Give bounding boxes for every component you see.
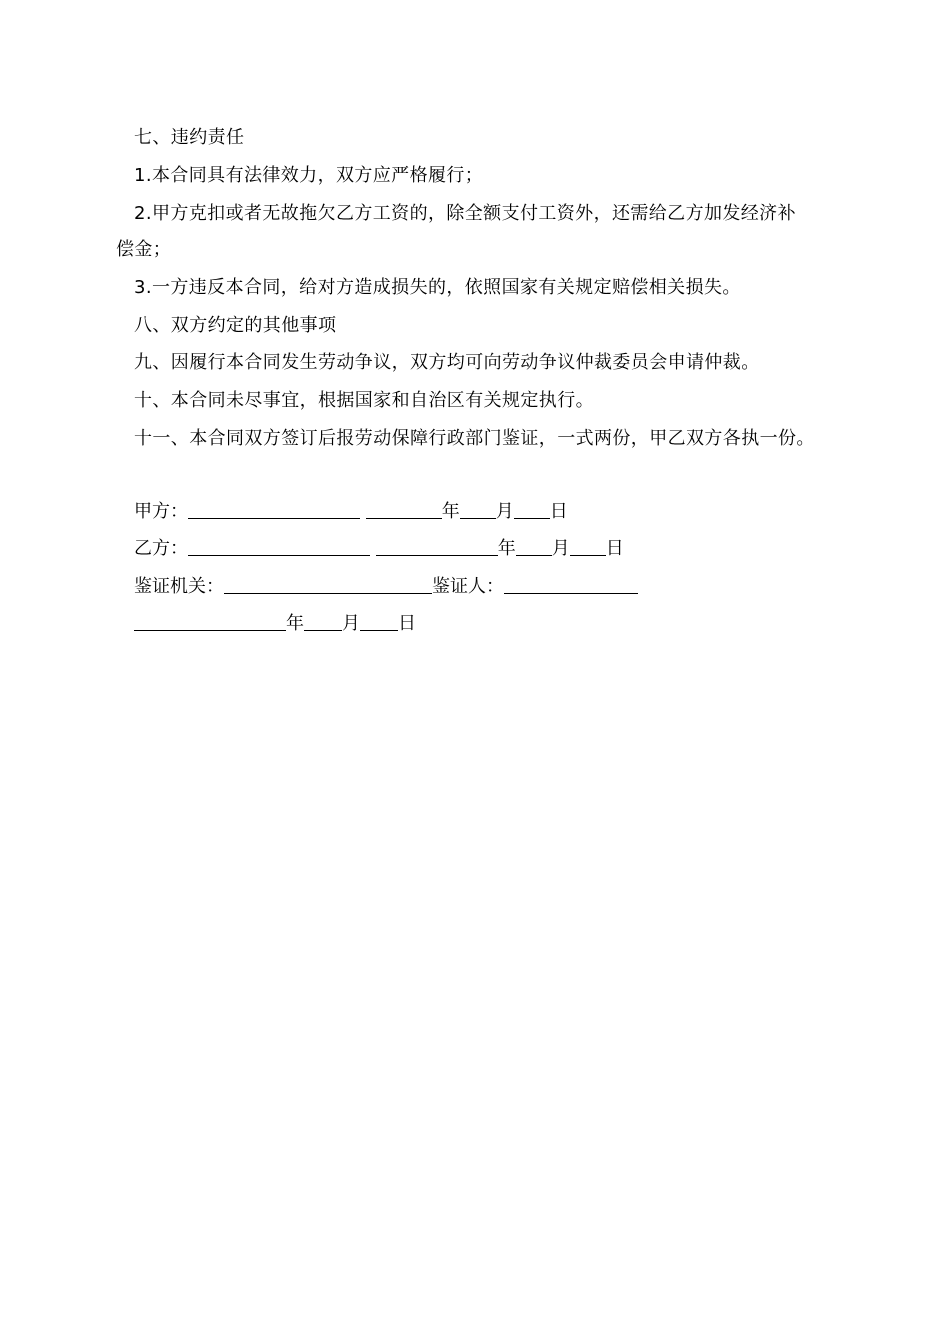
- authority-month-blank[interactable]: [304, 612, 342, 631]
- month-label: 月: [551, 538, 570, 559]
- party-a-month-blank[interactable]: [460, 500, 496, 519]
- year-label: 年: [286, 613, 304, 634]
- party-b-month-blank[interactable]: [516, 537, 552, 556]
- party-a-name-blank[interactable]: [188, 500, 360, 519]
- month-label: 月: [495, 501, 514, 522]
- party-a-signature-row: [134, 500, 568, 524]
- section-7-item-1: 1.本合同具有法律效力，双方应严格履行；: [134, 165, 484, 186]
- party-a-year-blank[interactable]: [366, 500, 442, 519]
- party-b-day-blank[interactable]: [570, 537, 606, 556]
- party-a-label: 甲方：: [134, 501, 188, 522]
- section-9: 九、因履行本合同发生劳动争议，双方均可向劳动争议仲裁委员会申请仲裁。: [134, 352, 760, 373]
- day-label: 日: [605, 538, 624, 559]
- section-7-heading: 七、违约责任: [134, 127, 245, 148]
- authority-day-blank[interactable]: [360, 612, 398, 631]
- authority-signature-row: [134, 575, 638, 599]
- party-b-name-blank[interactable]: [188, 537, 370, 556]
- authority-label: 鉴证机关：: [134, 576, 224, 597]
- witness-name-blank[interactable]: [504, 575, 638, 594]
- section-7-item-2-line-1: 2.甲方克扣或者无故拖欠乙方工资的，除全额支付工资外，还需给乙方加发经济补: [134, 203, 796, 224]
- section-10: 十、本合同未尽事宜，根据国家和自治区有关规定执行。: [134, 390, 594, 411]
- party-a-day-blank[interactable]: [514, 500, 550, 519]
- section-8: 八、双方约定的其他事项: [134, 315, 337, 336]
- witness-label: 鉴证人：: [432, 576, 504, 597]
- section-7-item-3: 3.一方违反本合同，给对方造成损失的，依照国家有关规定赔偿相关损失。: [134, 277, 741, 298]
- authority-year-blank[interactable]: [134, 612, 286, 631]
- authority-date-row: [134, 612, 416, 636]
- section-11: 十一、本合同双方签订后报劳动保障行政部门鉴证，一式两份，甲乙双方各执一份。: [134, 428, 815, 449]
- party-b-signature-row: [134, 537, 624, 561]
- section-7-item-2-line-2: 偿金；: [116, 239, 172, 260]
- month-label: 月: [342, 613, 360, 634]
- year-label: 年: [497, 538, 516, 559]
- year-label: 年: [441, 501, 460, 522]
- authority-name-blank[interactable]: [224, 575, 432, 594]
- day-label: 日: [549, 501, 568, 522]
- day-label: 日: [398, 613, 416, 634]
- party-b-label: 乙方：: [134, 538, 188, 559]
- party-b-year-blank[interactable]: [376, 537, 498, 556]
